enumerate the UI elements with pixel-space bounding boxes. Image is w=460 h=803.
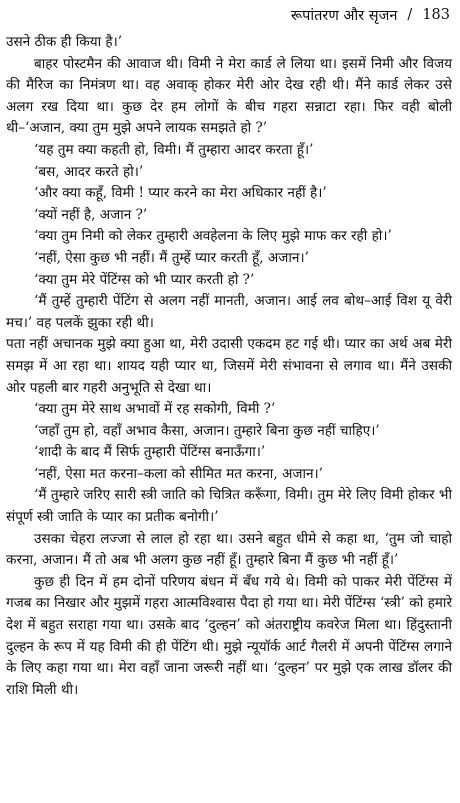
header-separator: / bbox=[407, 7, 413, 23]
paragraph: उसने ठीक ही किया है।’ bbox=[6, 34, 123, 50]
dialogue-line: ‘यह तुम क्या कहती हो, विमी। मैं तुम्हारा आदर करता हूँ।’ bbox=[34, 141, 314, 158]
dialogue-line: ‘शादी के बाद मैं सिर्फ तुम्हारी पेंटिंग्स बनाऊँगा।’ bbox=[34, 444, 266, 461]
paragraph: उसका चेहरा लज्जा से लाल हो रहा था। उसने बहुत धीमे से कहा था, ‘तुम जो चाहो करना, अजान। मैं तो अब भी अलग कुछ नहीं हूँ। तुम्हारे बिना मैं कुछ भी नहीं हूँ।’ bbox=[6, 530, 452, 569]
dialogue-line: ‘क्यों नहीं है, अजान ?’ bbox=[34, 206, 148, 223]
dialogue-line: ‘जहाँ तुम हो, वहाँ अभाव कैसा, अजान। तुम्हारे बिना कुछ नहीं चाहिए।’ bbox=[34, 422, 380, 439]
page-body bbox=[6, 32, 452, 701]
dialogue-line: ‘और क्या कहूँ, विमी ! प्यार करने का मेरा अधिकार नहीं है।’ bbox=[34, 185, 327, 202]
dialogue-line: ‘नहीं, ऐसा कुछ भी नहीं। मैं तुम्हें प्यार करती हूँ, अजान।’ bbox=[34, 249, 309, 266]
dialogue-line: ‘नहीं, ऐसा मत करना–कला को सीमित मत करना, अजान।’ bbox=[34, 465, 323, 482]
running-title: रूपांतरण और सृजन bbox=[290, 8, 398, 24]
dialogue-line: ‘क्या तुम मेरे साथ अभावों में रह सकोगी, विमी ?’ bbox=[34, 401, 276, 418]
paragraph: कुछ ही दिन में हम दोनों परिणय बंधन में बँध गये थे। विमी को पाकर मेरी पेंटिंग्स में गजब का निखार और मुझमें गहरा आत्मविश्वास पैदा हो गया था। मेरी पेंटिंग्स ‘स्त्री’ को हमारे देश में बहुत सराहा गया था। उसके बाद ‘दुल्हन’ को अंतराष्ट्रीय कवरेज मिला था। हिंदुस्तानी दुल्हन के रूप में यह विमी की ही पेंटिंग थी। मुझे न्यूयॉर्क आर्ट गैलरी में अपनी पेंटिंग्स लगाने के लिए कहा गया था। मेरा वहाँ जाना जरूरी नहीं था। ‘दुल्हन’ पर मुझे एक लाख डॉलर की राशि मिली थी। bbox=[6, 573, 452, 698]
running-header bbox=[6, 4, 452, 26]
paragraph: बाहर पोस्टमैन की आवाज थी। विमी ने मेरा कार्ड ले लिया था। इसमें निमी और विजय की मैरिज का निमंत्रण था। वह अवाक् होकर मेरी ओर देख रही थी। मैंने कार्ड लेकर उसे अलग रख दिया था। कुछ देर हम लोगों के बीच गहरा सन्नाटा रहा। फिर वही बोली थी–‘अजान, क्या तुम मुझे अपने लायक समझते हो ?’ bbox=[6, 55, 452, 137]
dialogue-line: ‘मैं तुम्हारे जरिए सारी स्त्री जाति को चित्रित करूँगा, विमी। तुम मेरे लिए विमी होकर भी संपूर्ण स्त्री जाति के प्यार का प्रतीक बनोगी।’ bbox=[6, 487, 452, 526]
dialogue-line: ‘बस, आदर करते हो।’ bbox=[34, 163, 144, 180]
dialogue-line: ‘क्या तुम निमी को लेकर तुम्हारी अवहेलना के लिए मुझे माफ कर रही हो।’ bbox=[34, 228, 392, 245]
dialogue-line: ‘मैं तुम्हें तुम्हारी पेंटिंग से अलग नहीं मानती, अजान। आई लव बोथ–आई विश यू वेरी मच।’ वह पलकें झुका रही थी। bbox=[6, 293, 452, 331]
paragraph: पता नहीं अचानक मुझे क्या हुआ था, मेरी उदासी एकदम हट गई थी। प्यार का अर्थ अब मेरी समझ में आ रहा था। शायद यही प्यार था, जिसमें मेरी संभावना से लगाव था। मैंने उसकी ओर पहली बार गहरी अनुभूति से देखा था। bbox=[6, 336, 452, 396]
dialogue-line: ‘क्या तुम मेरे पेंटिंग्स को भी प्यार करती हो ?’ bbox=[34, 271, 255, 288]
page-number: 183 bbox=[422, 7, 450, 23]
